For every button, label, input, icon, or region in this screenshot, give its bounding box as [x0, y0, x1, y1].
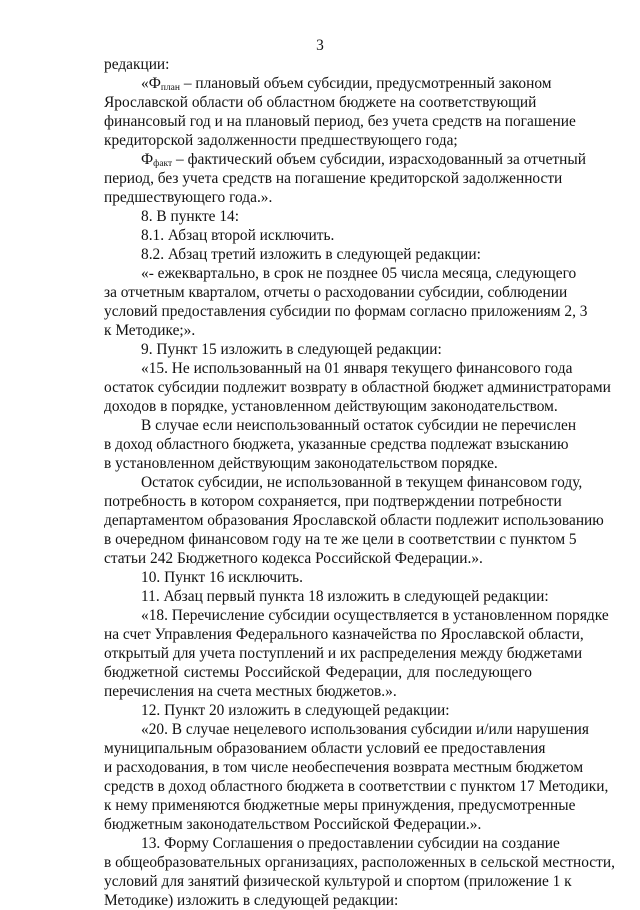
text-line: редакции:	[104, 56, 170, 73]
text-line: 8. В пункте 14:	[141, 208, 240, 225]
text-line: «15. Не использованный на 01 января текущего финансового года	[141, 360, 573, 377]
text-line: 8.1. Абзац второй исключить.	[141, 227, 335, 244]
text-line: на счет Управления Федерального казначейства по Ярославской области,	[104, 626, 584, 643]
text-line: открытый для учета поступлений и их распределения между бюджетами	[104, 645, 583, 662]
text-line: бюджетной системы Российской Федерации, для последующего	[104, 664, 532, 681]
formula-subscript: план	[160, 83, 180, 93]
page-number: 3	[316, 37, 324, 54]
line-fragment: – фактический объем субсидии, израсходованный за отчетный	[172, 151, 586, 168]
text-line: кредиторской задолженности предшествующего года;	[104, 132, 458, 149]
text-line: департаментом образования Ярославской области подлежит использованию	[104, 512, 604, 529]
line-fragment: Ф	[141, 151, 154, 168]
text-line: предшествующего года.».	[104, 189, 273, 206]
text-line: потребность в котором сохраняется, при подтверждении потребности	[104, 493, 562, 510]
text-line: «- ежеквартально, в срок не позднее 05 числа месяца, следующего	[141, 265, 577, 282]
line-fragment: «Ф	[141, 75, 161, 92]
text-line: Остаток субсидии, не использованной в текущем финансовом году,	[141, 474, 583, 491]
text-line	[104, 74, 552, 93]
text-line	[104, 150, 586, 169]
formula-subscript: факт	[153, 159, 173, 169]
text-line: Методике) изложить в следующей редакции:	[104, 892, 399, 909]
text-line: в доход областного бюджета, указанные средства подлежат взысканию	[104, 436, 569, 453]
text-line: перечисления на счета местных бюджетов.».	[104, 683, 397, 700]
text-line: бюджетным законодательством Российской Федерации.».	[104, 816, 482, 833]
text-line: «18. Перечисление субсидии осуществляется в установленном порядке	[141, 607, 609, 624]
text-line: условий предоставления субсидии по формам согласно приложениям 2, 3	[104, 303, 588, 320]
text-line: доходов в порядке, установленном действующим законодательством.	[104, 398, 558, 415]
line-fragment: – плановый объем субсидии, предусмотренный законом	[180, 75, 552, 92]
text-line: муниципальным образованием области условий ее предоставления	[104, 740, 546, 757]
text-line: остаток субсидии подлежит возврату в областной бюджет администраторами	[104, 379, 611, 396]
text-line: в очередном финансовом году на те же цели в соответствии с пунктом 5	[104, 531, 577, 548]
text-line: средств в доход областного бюджета в соответствии с пунктом 17 Методики,	[104, 778, 609, 795]
text-line: в установленном действующим законодательством порядке.	[104, 455, 498, 472]
text-line: 9. Пункт 15 изложить в следующей редакции:	[141, 341, 442, 358]
text-line: Ярославской области об областном бюджете на соответствующий	[104, 94, 537, 111]
text-line: 12. Пункт 20 изложить в следующей редакции:	[141, 702, 450, 719]
text-line: 13. Форму Соглашения о предоставлении субсидии на создание	[141, 835, 560, 852]
text-line: 11. Абзац первый пункта 18 изложить в следующей редакции:	[141, 588, 549, 605]
text-line: «20. В случае нецелевого использования субсидии и/или нарушения	[141, 721, 589, 738]
text-line: период, без учета средств на погашение кредиторской задолженности	[104, 170, 563, 187]
text-line: и расходования, в том числе необеспечения возврата местным бюджетом	[104, 759, 584, 776]
text-line: 10. Пункт 16 исключить.	[141, 569, 303, 586]
text-line: условий для занятий физической культурой и спортом (приложение 1 к	[104, 873, 572, 890]
text-line: к нему применяются бюджетные меры принуждения, предусмотренные	[104, 797, 576, 814]
text-line: к Методике;».	[104, 322, 196, 339]
text-line: 8.2. Абзац третий изложить в следующей редакции:	[141, 246, 481, 263]
text-line: статьи 242 Бюджетного кодекса Российской Федерации.».	[104, 550, 483, 567]
text-line: В случае если неиспользованный остаток субсидии не перечислен	[141, 417, 577, 434]
document-body	[104, 55, 615, 910]
text-line: в общеобразовательных организациях, расположенных в сельской местности,	[104, 854, 615, 871]
text-line: за отчетным кварталом, отчеты о расходовании субсидии, соблюдении	[104, 284, 568, 301]
text-line: финансовый год и на плановый период, без учета средств на погашение	[104, 113, 576, 130]
